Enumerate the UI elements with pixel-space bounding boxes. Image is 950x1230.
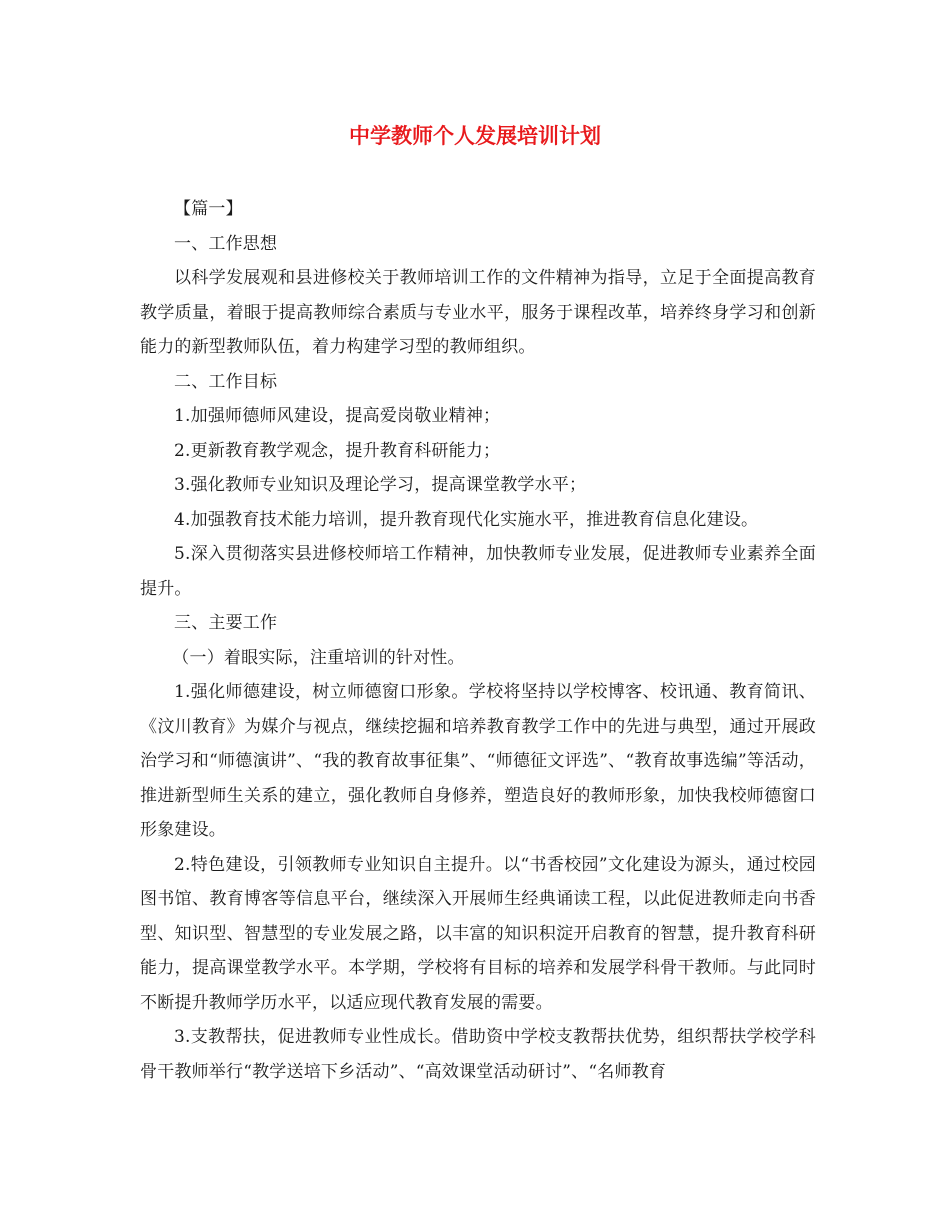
list-item-goal-5: 5.深入贯彻落实县进修校师培工作精神，加快教师专业发展，促进教师专业素养全面提升。 [140, 544, 816, 599]
document-body [140, 192, 816, 1089]
document-title: 中学教师个人发展培训计划 [349, 124, 601, 148]
list-item-goal-4: 4.加强教育技术能力培训，提升教育现代化实施水平，推进教育信息化建设。 [174, 509, 759, 530]
subheading-focus-reality: （一）着眼实际，注重培训的针对性。 [172, 647, 465, 668]
list-item-goal-3: 3.强化教师专业知识及理论学习，提高课堂教学水平； [174, 475, 587, 495]
paragraph-support-teaching: 3.支教帮扶，促进教师专业性成长。借助资中学校支教帮扶优势，组织帮扶学校学科骨干教师举行“教学送培下乡活动”、“高效课堂活动研讨”、“名师教育 [140, 1027, 816, 1082]
heading-work-thought: 一、工作思想 [174, 233, 278, 254]
paragraph-section-marker: 【篇一】 [174, 199, 243, 219]
list-item-goal-2: 2.更新教育教学观念，提升教育科研能力； [174, 440, 501, 461]
heading-main-work: 三、主要工作 [174, 613, 278, 633]
paragraph-feature-building: 2.特色建设，引领教师专业知识自主提升。以“书香校园”文化建设为源头，通过校园图书馆、教育博客等信息平台，继续深入开展师生经典诵读工程，以此促进教师走向书香型、知识型、智慧型的专业发展之路，以丰富的知识积淀开启教育的智慧，提升教育科研能力，提高课堂教学水平。本学期，学校将有目标的培养和发展学科骨干教师。与此同时不断提升教师学历水平，以适应现代教育发展的需要。 [140, 854, 816, 1013]
paragraph-ethics-building: 1.强化师德建设，树立师德窗口形象。学校将坚持以学校博客、校讯通、教育简讯、《汶川教育》为媒介与视点，继续挖掘和培养教育教学工作中的先进与典型，通过开展政治学习和“师德演讲”、“我的教育故事征集”、“师德征文评选”、“教育故事选编”等活动，推进新型师生关系的建立，强化教师自身修养，塑造良好的教师形象，加快我校师德窗口形象建设。 [140, 682, 816, 840]
paragraph-work-thought: 以科学发展观和县进修校关于教师培训工作的文件精神为指导，立足于全面提高教育教学质量，着眼于提高教师综合素质与专业水平，服务于课程改革，培养终身学习和创新能力的新型教师队伍，着力构建学习型的教师组织。 [140, 268, 816, 357]
heading-work-goals: 二、工作目标 [174, 371, 278, 392]
list-item-goal-1: 1.加强师德师风建设，提高爱岗敬业精神； [174, 406, 501, 426]
